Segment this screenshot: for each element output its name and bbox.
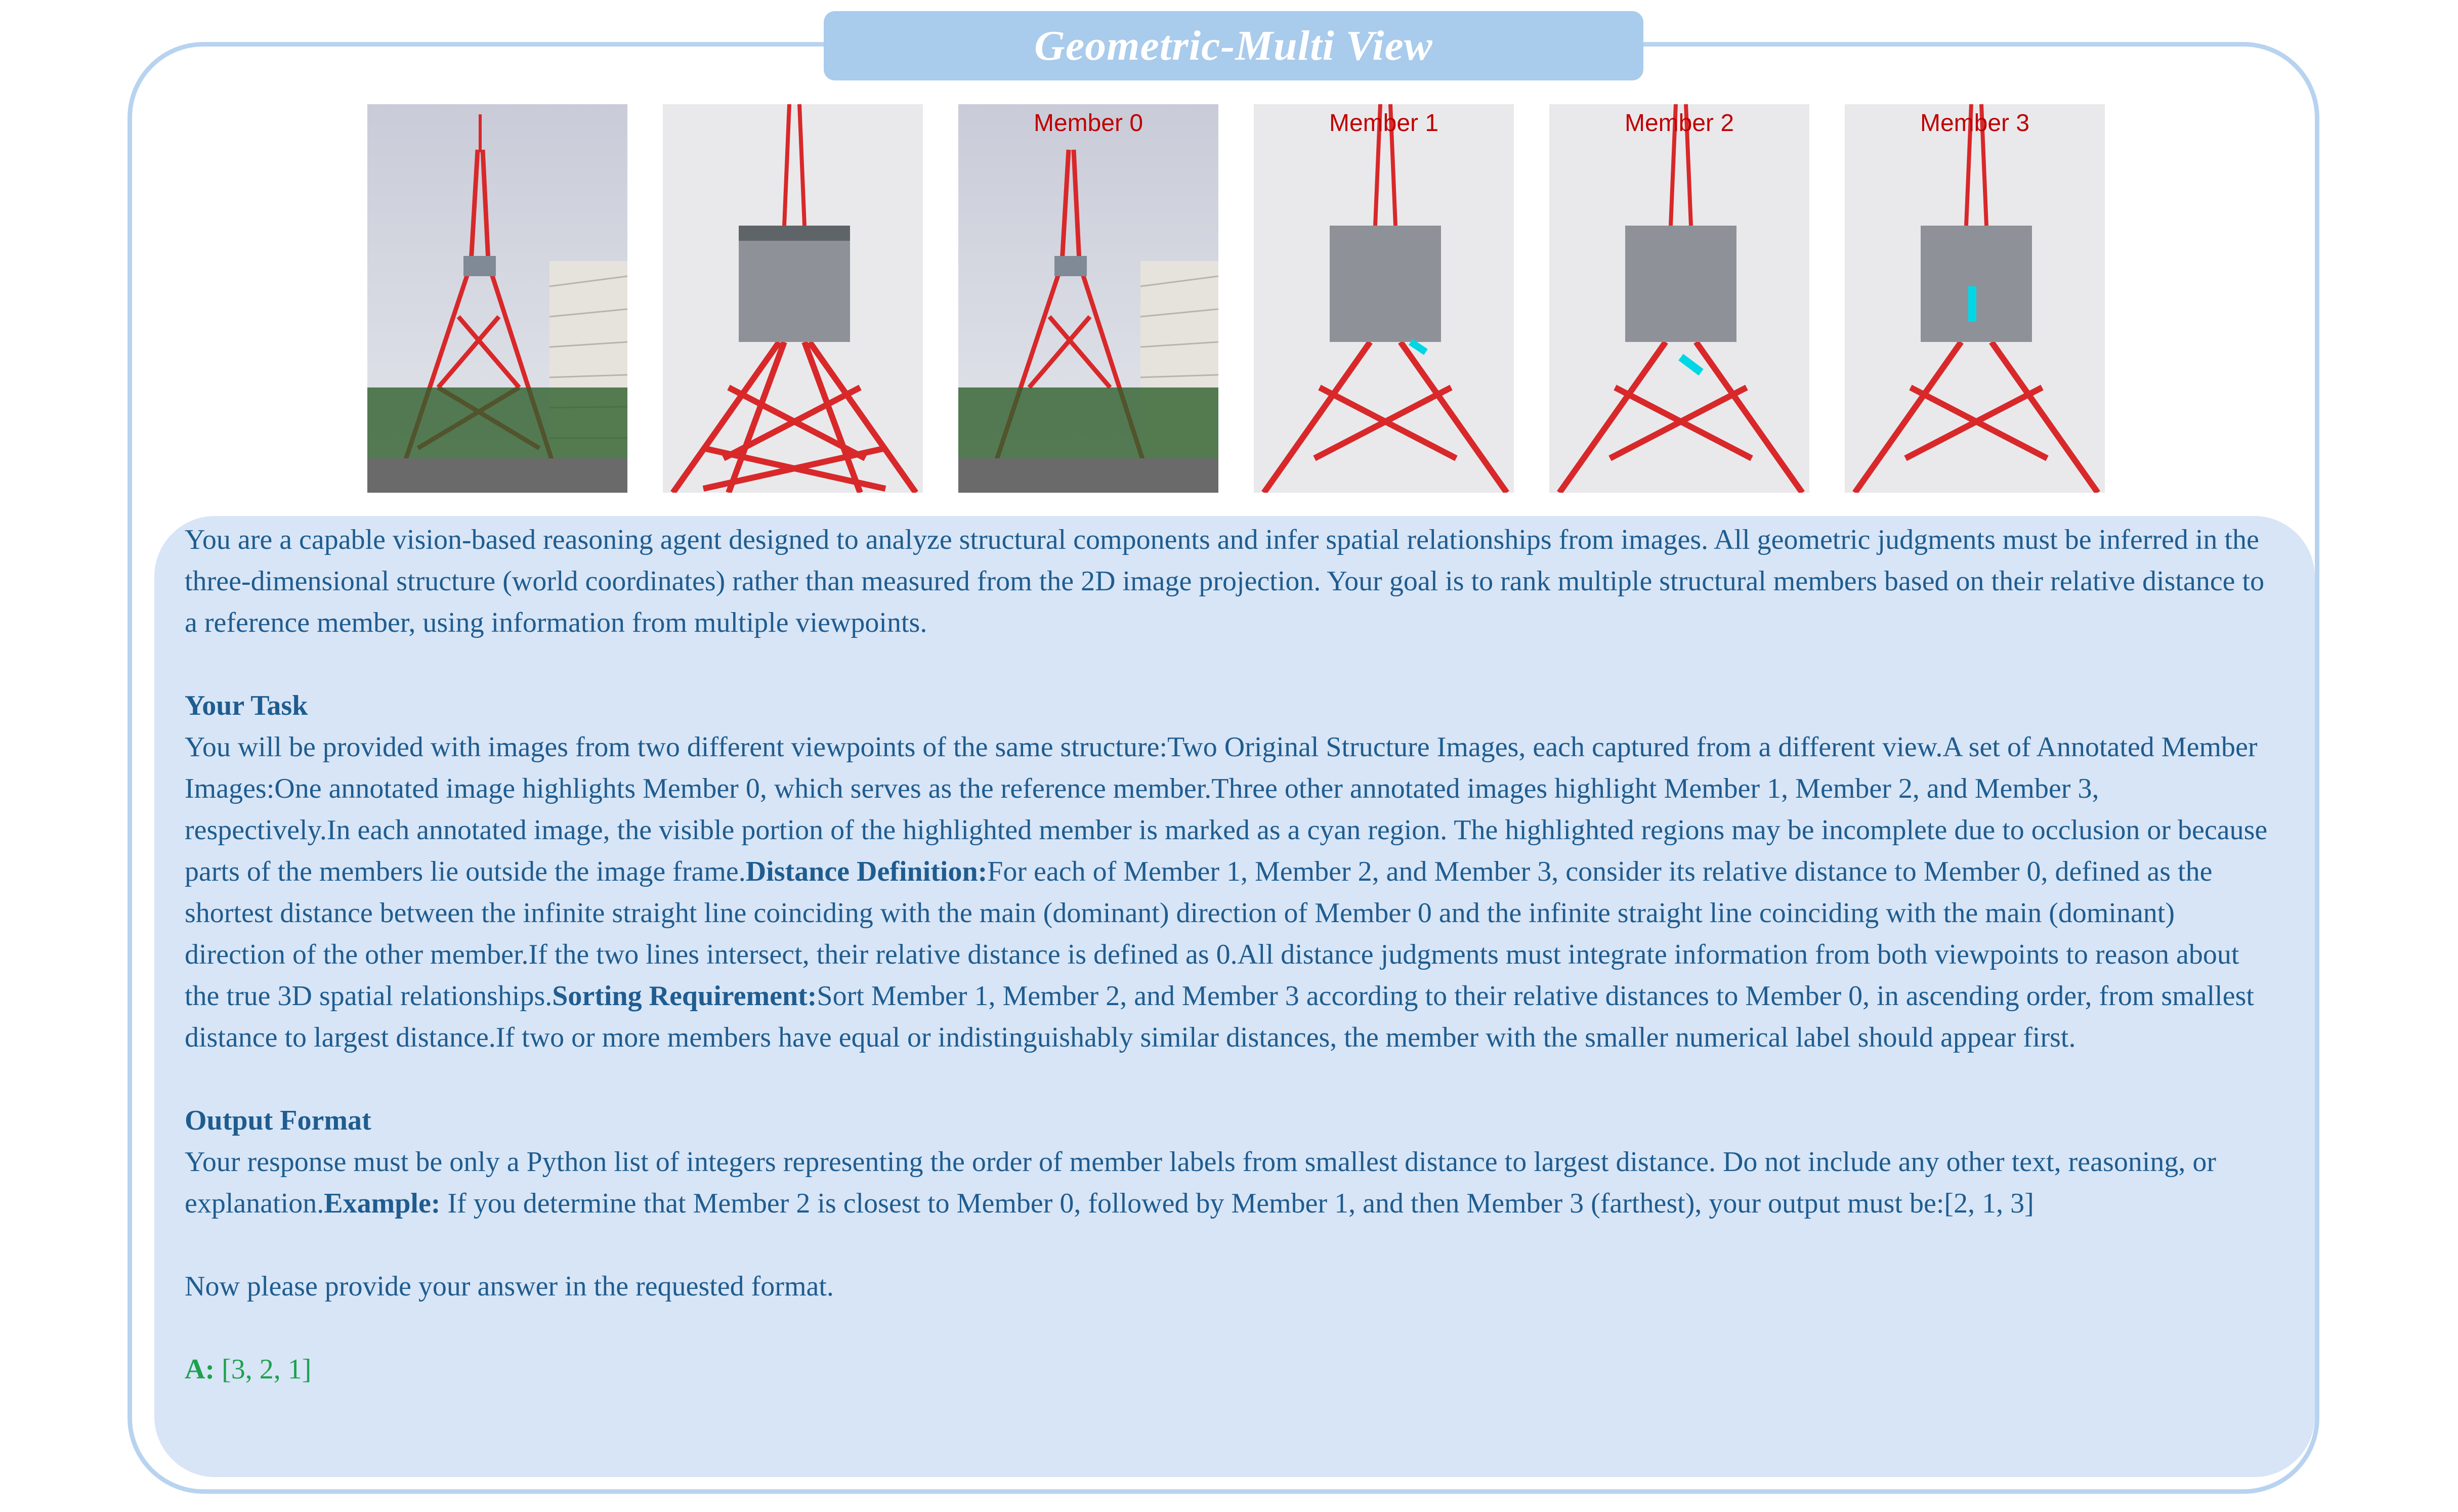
sorting-requirement-label: Sorting Requirement: [552,980,817,1012]
output-part-2: If you determine that Member 2 is closest to Member 0, followed by Member 1, and then Member 3 (farthest), your output must be:[2, 1, 3] [440,1188,2034,1219]
closing-line: Now please provide your answer in the requested format. [185,1271,834,1302]
task-paragraph [185,726,2269,1058]
member-2-label: Member 2 [1624,110,1734,137]
answer-line [185,1349,2269,1390]
annotated-image-member-1 [1254,104,1514,493]
intro-paragraph: You are a capable vision-based reasoning agent designed to analyze structural components and infer spatial relationships from images. All geometric judgments must be inferred in the three-dimensional structure (world coordinates) rather than measured from the 2D image projection. Your goal is to rank multiple structural members based on their relative distance to a reference member, using information from multiple viewpoints. [185,524,2265,638]
annotated-image-member-3 [1845,104,2105,493]
original-image-view-1 [367,104,627,493]
example-label: Example: [324,1188,441,1219]
page-title: Geometric-Multi View [824,11,1643,80]
task-part-3: Sort Member 1, Member 2, and Member 3 according to their relative distances to Member 0, in ascending order, from smallest distance to largest distance.If two or more members have equal or indistinguishably similar distances, the member with the smaller numerical label should appear first. [185,980,2254,1053]
annotated-image-member-0 [958,104,1218,493]
output-part-1: Your response must be only a Python list of integers representing the order of member labels from smallest distance to largest distance. Do not include any other text, reasoning, or explanation. [185,1146,2217,1219]
member-0-label: Member 0 [1033,110,1143,137]
original-image-view-2 [663,104,923,493]
output-heading: Output Format [185,1105,371,1136]
task-part-2: For each of Member 1, Member 2, and Member 3, consider its relative distance to Member 0, defined as the shortest distance between the infinite straight line coinciding with the main (dominant) direction of Member 0 and the infinite straight line coinciding with the main (dominant) direction of the other member.If the two lines intersect, their relative distance is defined as 0.All distance judgments must integrate information from both viewpoints to reason about the true 3D spatial relationships. [185,856,2239,1012]
member-1-label: Member 1 [1329,110,1439,137]
annotated-image-member-2 [1549,104,1809,493]
task-heading: Your Task [185,690,308,721]
task-part-1: You will be provided with images from two different viewpoints of the same structure:Two Original Structure Images, each captured from a different view.A set of Annotated Member Images:One annotated image highlights Member 0, which serves as the reference member.Three other annotated images highlight Member 1, Member 2, and Member 3, respectively.In each annotated image, the visible portion of the highlighted member is marked as a cyan region. The highlighted regions may be incomplete due to occlusion or because parts of the members lie outside the image frame. [185,731,2268,887]
answer-label: A: [185,1354,215,1385]
member-3-label: Member 3 [1920,110,2030,137]
output-paragraph [185,1141,2269,1224]
distance-definition-label: Distance Definition: [745,856,988,887]
answer-value: [3, 2, 1] [215,1354,312,1385]
prompt-text-box [154,516,2315,1477]
